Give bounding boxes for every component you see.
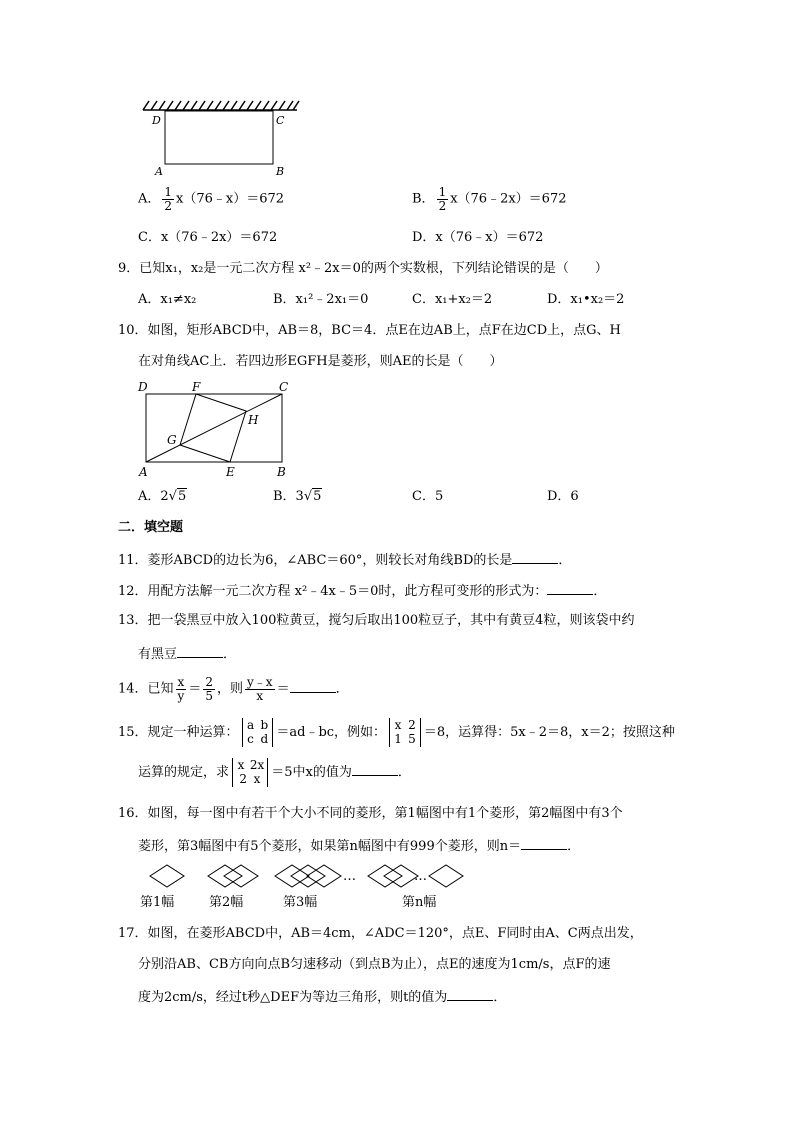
answer-blank[interactable] [352,764,398,776]
q10-option-b: B．3√5 [273,489,322,504]
caption-fig3: 第3幅 [283,895,318,910]
answer-blank[interactable] [547,583,593,595]
q14: 14．已知 $\frac{x}{y}$ ＝ $\frac{2}{5}$ ，则 $\frac{y﹣x}{x}$ ＝ ． [118,675,349,703]
vertex-A: A [139,465,148,479]
option-label: B． [412,191,435,207]
rhombus [208,865,242,887]
vertex-F: F [192,380,201,394]
q8-option-d: D．x（76﹣x）＝672 [412,230,544,245]
rhombus [224,865,258,887]
vertex-H: H [248,413,259,427]
section-heading: 二．填空题 [118,520,184,535]
q16-line1: 16．如图，每一图中有若干个大小不同的菱形，第1幅图中有1个菱形，第2幅图中有3个 [118,806,623,821]
q9-option-c: C．x₁+x₂＝2 [412,292,493,307]
rhombus [368,865,402,887]
q10-line1: 10．如图，矩形ABCD中，AB＝8，BC＝4．点E在边AB上，点F在边CD上，点G、H [118,323,621,338]
vertex-C: C [276,114,285,127]
rhombus [429,865,463,887]
q13-line1: 13．把一袋黑豆中放入100粒黄豆，搅匀后取出100粒豆子，其中有黄豆4粒，则该袋中约 [118,613,635,628]
q10-option-c: C．5 [412,489,444,504]
answer-blank[interactable] [177,646,223,658]
answer-blank[interactable] [290,681,336,693]
q9-option-a: A．x₁≠x₂ [138,292,197,307]
q10-figure [134,378,294,480]
vertex-E: E [226,465,235,479]
q15-line1: 15．规定一种运算： a b c d ＝ad﹣bc，例如： x 2 1 5 ＝8，运算得：5x﹣2＝8，x＝2；按照这种 [118,718,675,747]
rhombus [291,865,325,887]
q13-line2: 有黑豆 ． [138,647,237,662]
q17-line1: 17．如图，在菱形ABCD中，AB＝4cm，∠ADC＝120°，点E、F同时由A、C两点出发， [118,926,643,941]
answer-blank[interactable] [512,552,558,564]
q15-line2: 运算的规定，求 x 2x 2 x ＝5中x的值为 ． [138,758,411,787]
caption-fig2: 第2幅 [209,895,244,910]
answer-blank[interactable] [521,838,567,850]
q11: 11．菱形ABCD的边长为6，∠ABC＝60°，则较长对角线BD的长是 ． [118,553,572,568]
q17-line3: 度为2cm/s，经过t秒△DEF为等边三角形，则t的值为 ． [138,990,507,1005]
q8-option-a [138,186,284,212]
vertex-C: C [279,380,289,394]
rhombus [384,865,418,887]
vertex-D: D [138,380,148,394]
q9-option-b: B．x₁²﹣2x₁＝0 [273,292,369,307]
q8-option-b [412,186,567,212]
vertex-A: A [155,165,163,178]
fraction: $\frac{1}{2}$ [438,185,447,213]
q16-rhombus-figures [135,860,475,894]
option-text: x（76﹣2x）＝672 [450,191,567,207]
vertex-G: G [167,433,177,447]
diagonal-ac [146,394,282,462]
q16-line2: 菱形，第3幅图中有5个菱形，如果第n幅图中有999个菱形，则n＝ ． [138,839,581,854]
q9-stem: 9．已知x₁，x₂是一元二次方程 x²﹣2x＝0的两个实数根，下列结论错误的是（ ） [118,261,608,276]
fence-rectangle [165,111,273,164]
q10-line2: 在对角线AC上．若四边形EGFH是菱形，则AE的长是（ ） [138,354,503,369]
ellipsis: … [343,869,356,884]
rhombus [150,865,184,887]
q17-line2: 分别沿AB、CB方向向点B匀速移动（到点B为止），点E的速度为1cm/s，点F的速 [138,957,611,972]
vertex-B: B [276,165,285,178]
option-text: x（76﹣x）＝672 [176,191,285,207]
option-label: A． [138,191,161,207]
determinant: x 2 1 5 [389,718,421,747]
caption-fign: 第n幅 [402,895,437,910]
q10-option-a: A．2√5 [138,489,187,504]
vertex-D: D [152,114,161,127]
rhombus [275,865,309,887]
caption-fig1: 第1幅 [140,895,175,910]
vertex-B: B [277,465,286,479]
q10-option-d: D．6 [547,489,579,504]
fraction: $\frac{1}{2}$ [164,185,173,213]
q9-option-d: D．x₁•x₂＝2 [547,292,625,307]
q8-figure [135,98,305,178]
ellipsis: … [414,869,427,884]
determinant: a b c d [242,718,274,747]
q12: 12．用配方法解一元二次方程 x²﹣4x﹣5＝0时，此方程可变形的形式为： ． [118,584,607,599]
rhombus [307,865,341,887]
q8-option-c: C．x（76﹣2x）＝672 [138,230,278,245]
answer-blank[interactable] [447,989,493,1001]
determinant: x 2x 2 x [232,758,268,787]
